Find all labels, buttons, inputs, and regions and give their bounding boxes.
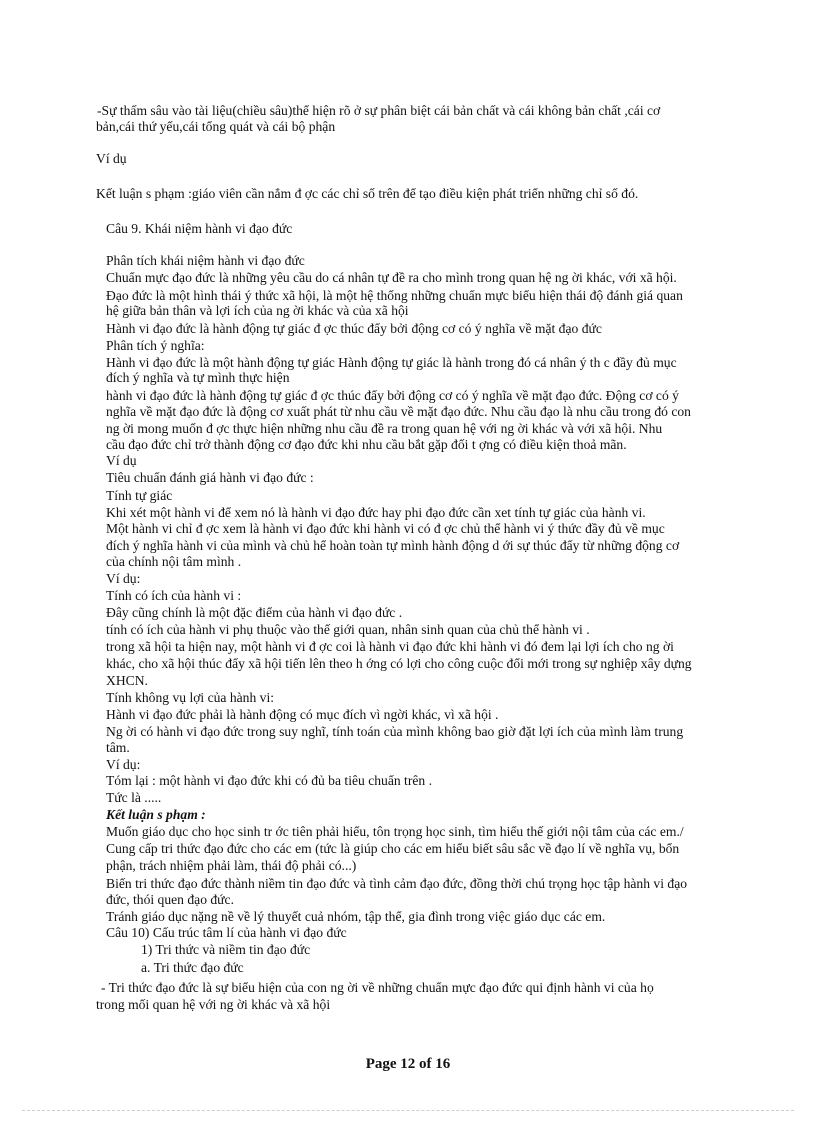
text-line: Muốn giáo dục cho học sinh tr ớc tiên phải hiểu, tôn trọng học sinh, tìm hiểu thế giới nội tâm của các em./ [106, 824, 684, 839]
list-item: 1) Tri thức và niềm tin đạo đức [141, 942, 311, 957]
text-line: Tức là ..... [106, 790, 162, 805]
text-line: Khi xét một hành vi để xem nó là hành vi đạo đức hay phi đạo đức cần xet tính tự giác của hành vi. [106, 505, 646, 520]
page-number: Page 12 of 16 [365, 1056, 451, 1072]
subheading: Kết luận s phạm : [106, 807, 206, 822]
text-line: hành vi đạo đức là hành động tự giác đ ợc thúc đẩy bởi động cơ có ý nghĩa về mặt đạo đức. Động cơ có ý [106, 388, 679, 403]
text-line: Ví dụ [96, 151, 127, 166]
text-line: đích ý nghĩa hành vi của mình và chủ hể hoàn toàn tự mình hành động d ới sự thúc đẩy từ những động cơ [106, 538, 680, 553]
text-line: đích ý nghĩa và tự mình thực hiện [106, 370, 290, 385]
text-line: phận, trách nhiệm phải làm, thái độ phải có...) [106, 858, 357, 873]
text-line: nghĩa về mặt đạo đức là động cơ xuất phát từ nhu cầu về mặt đạo đức. Nhu cầu đạo là nhu cầu trong đó con [106, 404, 691, 419]
text-line: XHCN. [106, 673, 148, 688]
text-line: khác, cho xã hội thúc đẩy xã hội tiến lên theo h ớng có lợi cho công cuộc đổi mới trong sự nghiệp xây dựng [106, 656, 692, 671]
text-line: Tránh giáo dục nặng nề về lý thuyết cuả nhóm, tập thể, gia đình trong việc giáo dục các em. [106, 909, 606, 924]
text-line: tính có ích của hành vi phụ thuộc vào thế giới quan, nhân sinh quan của chủ thể hành vi . [106, 622, 590, 637]
text-line: trong mối quan hệ với ng ời khác và xã hội [96, 997, 331, 1012]
text-line: Kết luận s phạm :giáo viên cần nắm đ ợc các chỉ số trên để tạo điều kiện phát triển những chỉ số đó. [96, 186, 639, 201]
text-line: cầu đạo đức chỉ trở thành động cơ đạo đức khi nhu cầu bắt gặp đối t ợng có điều kiện thoả mãn. [106, 437, 627, 452]
text-line: đức, thói quen đạo đức. [106, 892, 234, 907]
text-line: Tính tự giác [106, 488, 173, 503]
text-line: Phân tích khái niệm hành vi đạo đức [106, 253, 305, 268]
text-line: Hành vi đạo đức là một hành động tự giác Hành động tự giác là hành trong đó cá nhân ý th c đầy đủ mục [106, 355, 677, 370]
text-line: Đạo đức là một hình thái ý thức xã hội, là một hệ thống những chuẩn mực biểu hiện thái độ đánh giá quan [106, 288, 683, 303]
text-line: ng ời mong muốn đ ợc thực hiện những nhu cầu đề ra trong quan hệ với ng ời khác và với xã hội. Nhu [106, 421, 663, 436]
section-heading: Câu 10) Cấu trúc tâm lí của hành vi đạo đức [106, 925, 347, 940]
text-line: tâm. [106, 740, 130, 755]
text-line: Ví dụ: [106, 571, 141, 586]
page-bottom-divider [22, 1110, 794, 1111]
text-line: -Sự thấm sâu vào tài liệu(chiều sâu)thể hiện rõ ở sự phân biệt cái bản chất và cái không bản chất ,cái cơ [97, 103, 661, 118]
text-line: Tiêu chuẩn đánh giá hành vi đạo đức : [106, 470, 314, 485]
text-line: Hành vi đạo đức là hành động tự giác đ ợc thúc đẩy bởi động cơ có ý nghĩa về mặt đạo đức [106, 321, 602, 336]
text-line: Hành vi đạo đức phải là hành động có mục đích vì ngời khác, vì xã hội . [106, 707, 499, 722]
text-line: trong xã hội ta hiện nay, một hành vi đ ợc coi là hành vi đạo đức khi hành vi đó đem lại lợi ích cho ng ời [106, 639, 674, 654]
text-line: Tính có ích của hành vi : [106, 588, 242, 603]
text-line: hệ giữa bản thân và lợi ích của ng ời khác và của xã hội [106, 303, 409, 318]
text-line: Ng ời có hành vi đạo đức trong suy nghĩ, tính toán của mình không bao giờ đặt lợi ích của mình làm trung [106, 724, 684, 739]
text-line: Tính không vụ lợi của hành vi: [106, 690, 275, 705]
text-line: bản,cái thứ yếu,cái tổng quát và cái bộ phận [96, 119, 336, 134]
section-heading: Câu 9. Khái niệm hành vi đạo đức [106, 221, 293, 236]
text-line: Một hành vi chỉ đ ợc xem là hành vi đạo đức khi hành vi có đ ợc chủ thể hành vi ý thức đầy đủ về mục [106, 521, 665, 536]
text-line: Phân tích ý nghĩa: [106, 338, 205, 353]
text-line: của chính nội tâm mình . [106, 554, 242, 569]
text-line: Ví dụ [106, 453, 137, 468]
text-line: Cung cấp tri thức đạo đức cho các em (tức là giúp cho các em hiểu biết sâu sắc về đạo lí về nghĩa vụ, bổn [106, 841, 680, 856]
text-line: Biến tri thức đạo đức thành niềm tin đạo đức và tình cảm đạo đức, đồng thời chú trọng học tập hành vi đạo [106, 876, 688, 891]
text-line: - Tri thức đạo đức là sự biểu hiện của con ng ời về những chuẩn mực đạo đức qui định hành vi của họ [101, 980, 654, 995]
text-line: Ví dụ: [106, 757, 141, 772]
text-line: Tóm lại : một hành vi đạo đức khi có đủ ba tiêu chuẩn trên . [106, 773, 432, 788]
text-line: Chuẩn mực đạo đức là những yêu cầu do cá nhân tự đề ra cho mình trong quan hệ ng ời khác, với xã hội. [106, 270, 677, 285]
list-item: a. Tri thức đạo đức [141, 960, 244, 975]
text-line: Đây cũng chính là một đặc điểm của hành vi đạo đức . [106, 605, 403, 620]
